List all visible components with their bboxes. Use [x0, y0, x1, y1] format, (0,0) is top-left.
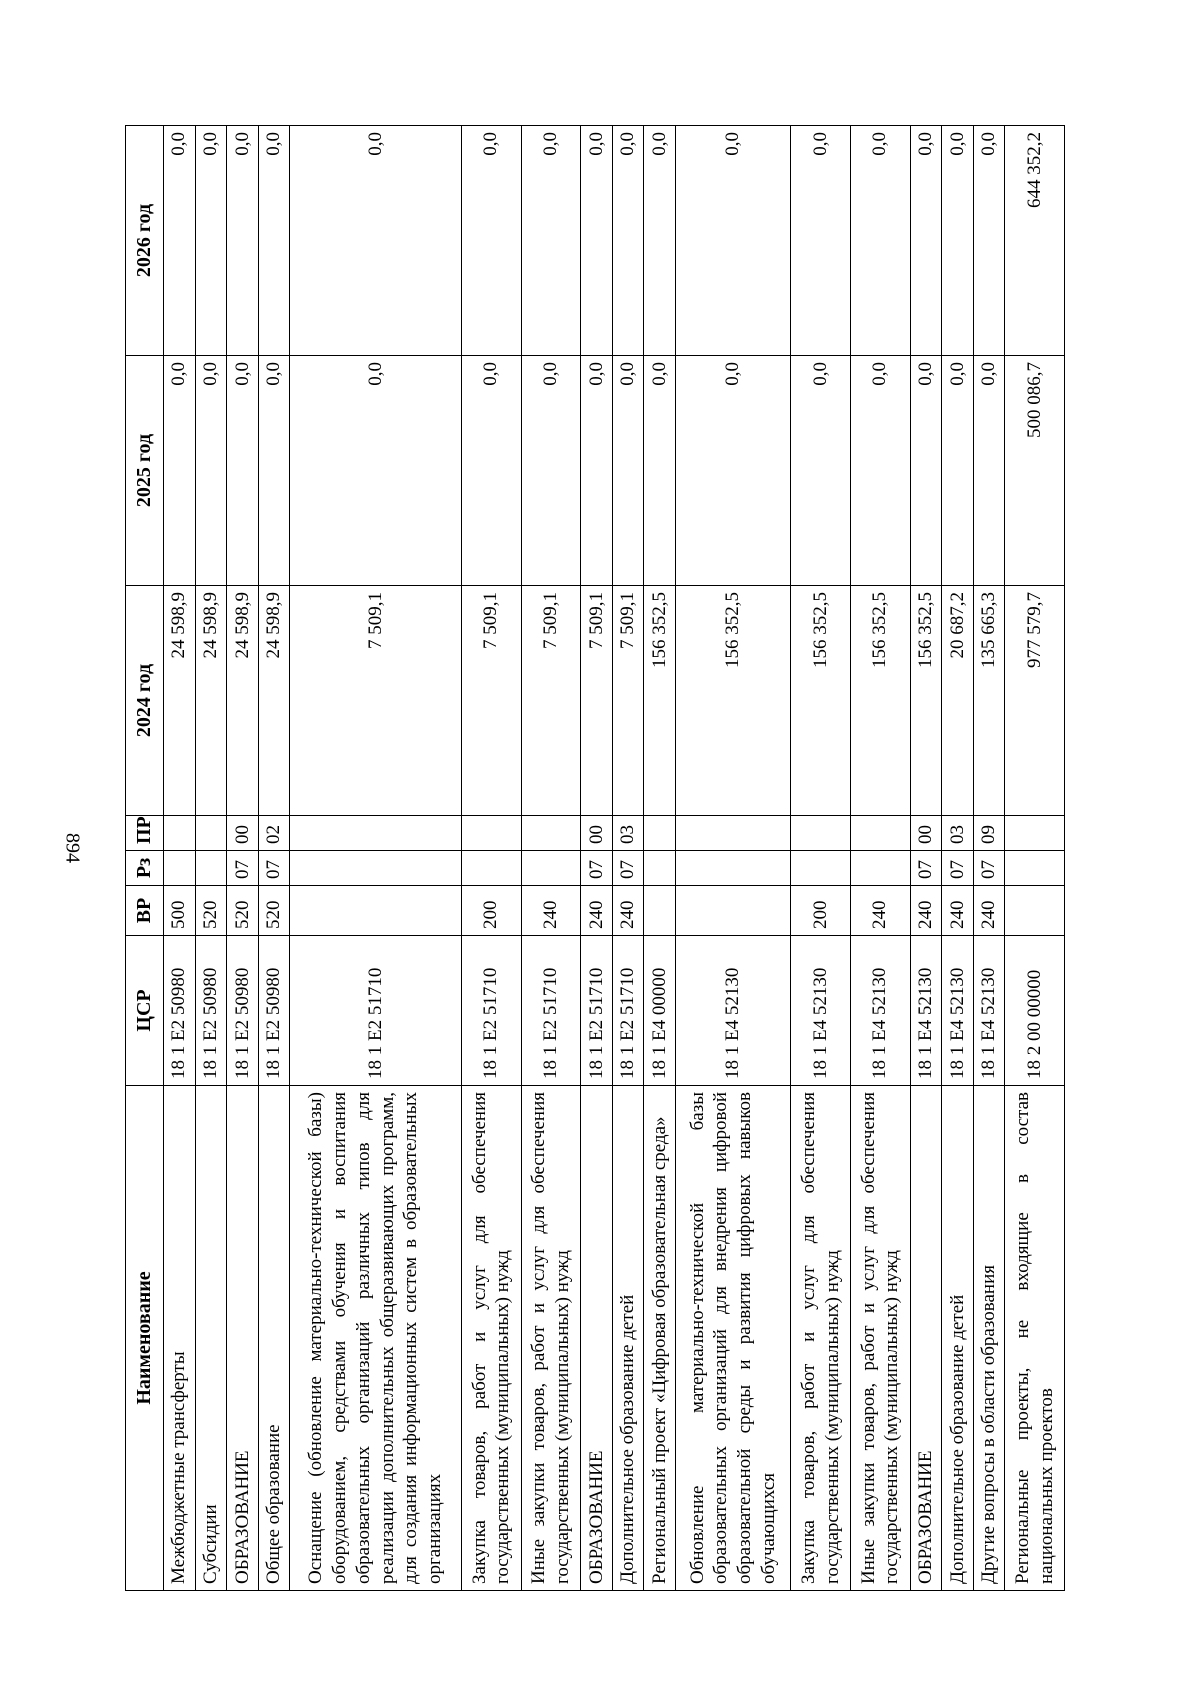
table-row: [851, 126, 911, 1591]
cell-2026: 644 352,2: [1005, 126, 1065, 356]
cell-vr: 520: [227, 886, 259, 936]
cell-rz: [164, 851, 196, 886]
cell-csr: 18 1 Е2 51710: [461, 936, 521, 1086]
cell-vr: [644, 886, 676, 936]
cell-2026: 0,0: [227, 126, 259, 356]
cell-name: Закупка товаров, работ и услуг для обеспечения государственных (муниципальных) нужд: [461, 1086, 521, 1591]
cell-2024: 24 598,9: [227, 586, 259, 816]
cell-2024: 156 352,5: [851, 586, 911, 816]
cell-pr: 03: [942, 816, 974, 851]
table-row: [521, 126, 581, 1591]
cell-csr: 18 1 Е2 51710: [612, 936, 644, 1086]
cell-2026: 0,0: [164, 126, 196, 356]
cell-csr: 18 1 Е2 51710: [521, 936, 581, 1086]
cell-pr: [521, 816, 581, 851]
cell-2025: 0,0: [942, 356, 974, 586]
cell-2024: 7 509,1: [461, 586, 521, 816]
table-row: [195, 126, 227, 1591]
table-row: [644, 126, 676, 1591]
cell-2024: 7 509,1: [521, 586, 581, 816]
cell-2024: 20 687,2: [942, 586, 974, 816]
cell-csr: 18 2 00 00000: [1005, 936, 1065, 1086]
header-rz: Рз: [126, 851, 164, 886]
cell-2026: 0,0: [644, 126, 676, 356]
cell-pr: 02: [258, 816, 290, 851]
cell-rz: 07: [258, 851, 290, 886]
cell-pr: [461, 816, 521, 851]
cell-vr: 240: [910, 886, 942, 936]
cell-name: Иные закупки товаров, работ и услуг для обеспечения государственных (муниципальных) нужд: [521, 1086, 581, 1591]
cell-2025: 0,0: [290, 356, 462, 586]
cell-rz: [851, 851, 911, 886]
cell-vr: 240: [612, 886, 644, 936]
table-row: [973, 126, 1005, 1591]
cell-2024: 156 352,5: [791, 586, 851, 816]
cell-pr: 00: [581, 816, 613, 851]
cell-pr: [1005, 816, 1065, 851]
cell-vr: [1005, 886, 1065, 936]
header-2025: 2025 год: [126, 356, 164, 586]
cell-pr: [791, 816, 851, 851]
cell-pr: [851, 816, 911, 851]
cell-2025: 500 086,7: [1005, 356, 1065, 586]
cell-vr: 240: [942, 886, 974, 936]
cell-vr: [675, 886, 791, 936]
cell-pr: [675, 816, 791, 851]
cell-csr: 18 1 Е2 50980: [164, 936, 196, 1086]
cell-2026: 0,0: [791, 126, 851, 356]
table-row: [791, 126, 851, 1591]
cell-name: Другие вопросы в области образования: [973, 1086, 1005, 1591]
cell-2024: 156 352,5: [910, 586, 942, 816]
table-row: [258, 126, 290, 1591]
cell-2025: 0,0: [612, 356, 644, 586]
cell-2026: 0,0: [851, 126, 911, 356]
cell-2025: 0,0: [644, 356, 676, 586]
header-pr: ПР: [126, 816, 164, 851]
cell-vr: 520: [195, 886, 227, 936]
rotated-table-container: [125, 126, 1065, 1591]
page-number: 894: [61, 833, 84, 863]
cell-pr: [644, 816, 676, 851]
cell-2025: 0,0: [675, 356, 791, 586]
cell-csr: 18 1 Е4 52130: [973, 936, 1005, 1086]
cell-2025: 0,0: [581, 356, 613, 586]
cell-2026: 0,0: [521, 126, 581, 356]
cell-rz: 07: [227, 851, 259, 886]
cell-pr: [195, 816, 227, 851]
cell-2026: 0,0: [195, 126, 227, 356]
cell-2026: 0,0: [461, 126, 521, 356]
table-row: [461, 126, 521, 1591]
cell-vr: 520: [258, 886, 290, 936]
cell-2025: 0,0: [521, 356, 581, 586]
cell-2026: 0,0: [973, 126, 1005, 356]
cell-pr: 03: [612, 816, 644, 851]
table-row: [1005, 126, 1065, 1591]
cell-name: Региональные проекты, не входящие в состав национальных проектов: [1005, 1086, 1065, 1591]
cell-rz: 07: [581, 851, 613, 886]
cell-2024: 156 352,5: [675, 586, 791, 816]
cell-name: Оснащение (обновление материально-технической базы) оборудованием, средствами обучения и воспитания образовательных организаций различных типов для реализации дополнительных общеразвивающих программ, для создания информационных систем в образовательных организациях: [290, 1086, 462, 1591]
cell-rz: [644, 851, 676, 886]
cell-pr: 00: [910, 816, 942, 851]
cell-vr: 500: [164, 886, 196, 936]
cell-name: ОБРАЗОВАНИЕ: [227, 1086, 259, 1591]
header-name: Наименование: [126, 1086, 164, 1591]
cell-2025: 0,0: [910, 356, 942, 586]
cell-2024: 7 509,1: [612, 586, 644, 816]
table-row: [290, 126, 462, 1591]
cell-rz: [461, 851, 521, 886]
cell-2024: 7 509,1: [581, 586, 613, 816]
cell-2024: 135 665,3: [973, 586, 1005, 816]
cell-csr: 18 1 Е2 50980: [258, 936, 290, 1086]
cell-name: Общее образование: [258, 1086, 290, 1591]
header-vr: ВР: [126, 886, 164, 936]
cell-csr: 18 1 Е4 52130: [791, 936, 851, 1086]
cell-vr: 200: [461, 886, 521, 936]
header-2024: 2024 год: [126, 586, 164, 816]
cell-name: Региональный проект «Цифровая образовательная среда»: [644, 1086, 676, 1591]
cell-vr: 240: [521, 886, 581, 936]
cell-2026: 0,0: [612, 126, 644, 356]
cell-name: Дополнительное образование детей: [942, 1086, 974, 1591]
cell-2026: 0,0: [942, 126, 974, 356]
cell-rz: 07: [612, 851, 644, 886]
table-row: [164, 126, 196, 1591]
table-row: [612, 126, 644, 1591]
cell-rz: [675, 851, 791, 886]
cell-2025: 0,0: [791, 356, 851, 586]
cell-name: Закупка товаров, работ и услуг для обеспечения государственных (муниципальных) нужд: [791, 1086, 851, 1591]
table-row: [910, 126, 942, 1591]
cell-csr: 18 1 Е4 52130: [910, 936, 942, 1086]
budget-table: [125, 125, 1065, 1591]
cell-2025: 0,0: [258, 356, 290, 586]
cell-name: ОБРАЗОВАНИЕ: [910, 1086, 942, 1591]
cell-csr: 18 1 Е2 51710: [290, 936, 462, 1086]
cell-rz: [791, 851, 851, 886]
table-body: [164, 126, 1065, 1591]
table-header: [126, 126, 164, 1591]
cell-csr: 18 1 Е2 50980: [195, 936, 227, 1086]
cell-pr: [290, 816, 462, 851]
cell-2024: 24 598,9: [258, 586, 290, 816]
table-row: [942, 126, 974, 1591]
table-row: [227, 126, 259, 1591]
cell-rz: [290, 851, 462, 886]
cell-csr: 18 1 Е2 51710: [581, 936, 613, 1086]
cell-name: Обновление материально-технической базы образовательных организаций для внедрения цифровой образовательной среды и развития цифровых навыков обучающихся: [675, 1086, 791, 1591]
cell-rz: 07: [910, 851, 942, 886]
cell-vr: 200: [791, 886, 851, 936]
cell-vr: 240: [973, 886, 1005, 936]
cell-name: Межбюджетные трансферты: [164, 1086, 196, 1591]
header-2026: 2026 год: [126, 126, 164, 356]
cell-pr: 09: [973, 816, 1005, 851]
cell-pr: [164, 816, 196, 851]
table-row: [675, 126, 791, 1591]
cell-name: Дополнительное образование детей: [612, 1086, 644, 1591]
cell-csr: 18 1 Е4 52130: [851, 936, 911, 1086]
cell-rz: [1005, 851, 1065, 886]
cell-rz: 07: [973, 851, 1005, 886]
cell-rz: [521, 851, 581, 886]
cell-csr: 18 1 Е2 50980: [227, 936, 259, 1086]
cell-2026: 0,0: [258, 126, 290, 356]
header-csr: ЦСР: [126, 936, 164, 1086]
cell-vr: 240: [581, 886, 613, 936]
cell-vr: [290, 886, 462, 936]
cell-2024: 156 352,5: [644, 586, 676, 816]
table-row: [581, 126, 613, 1591]
cell-name: Иные закупки товаров, работ и услуг для обеспечения государственных (муниципальных) нужд: [851, 1086, 911, 1591]
cell-2025: 0,0: [227, 356, 259, 586]
header-row: [126, 126, 164, 1591]
cell-2025: 0,0: [851, 356, 911, 586]
cell-vr: 240: [851, 886, 911, 936]
cell-2025: 0,0: [195, 356, 227, 586]
cell-name: Субсидии: [195, 1086, 227, 1591]
cell-csr: 18 1 Е4 00000: [644, 936, 676, 1086]
cell-2025: 0,0: [164, 356, 196, 586]
cell-2026: 0,0: [290, 126, 462, 356]
cell-rz: [195, 851, 227, 886]
cell-2025: 0,0: [461, 356, 521, 586]
cell-2025: 0,0: [973, 356, 1005, 586]
cell-pr: 00: [227, 816, 259, 851]
cell-2024: 24 598,9: [195, 586, 227, 816]
cell-csr: 18 1 Е4 52130: [675, 936, 791, 1086]
cell-2026: 0,0: [581, 126, 613, 356]
cell-2024: 7 509,1: [290, 586, 462, 816]
cell-2026: 0,0: [675, 126, 791, 356]
cell-rz: 07: [942, 851, 974, 886]
cell-2024: 977 579,7: [1005, 586, 1065, 816]
cell-2024: 24 598,9: [164, 586, 196, 816]
cell-2026: 0,0: [910, 126, 942, 356]
cell-name: ОБРАЗОВАНИЕ: [581, 1086, 613, 1591]
cell-csr: 18 1 Е4 52130: [942, 936, 974, 1086]
